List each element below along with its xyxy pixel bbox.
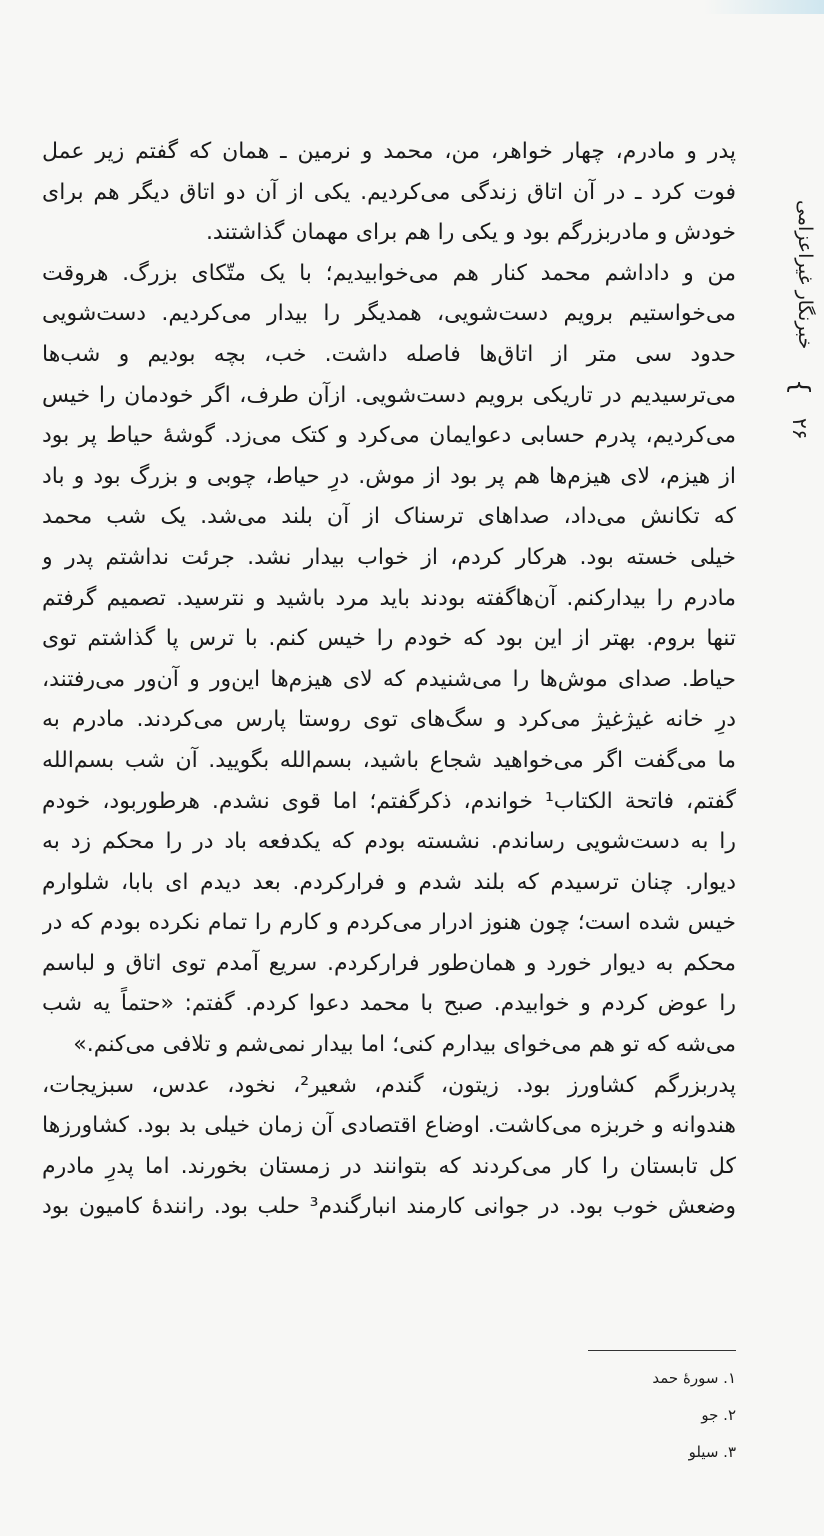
- text-line: فوت کرد ـ در آن اتاق زندگی می‌کردیم. یکی از آن دو اتاق دیگر هم برای: [42, 179, 736, 205]
- text-line: پدربزرگم کشاورز بود. زیتون، گندم، شعیر²، نخود، عدس، سبزیجات،: [42, 1072, 736, 1098]
- page-number: ۲۶: [788, 418, 812, 440]
- text-line: می‌خواستیم برویم دست‌شویی، همدیگر را بیدار می‌کردیم. دست‌شویی: [42, 301, 736, 327]
- text-line: گفتم، فاتحة الکتاب¹ خواندم، ذکرگفتم؛ اما قوی نشدم. هرطوربود، خودم: [42, 788, 736, 814]
- footnote-2: ۲. جو: [701, 1406, 736, 1424]
- text-line: از هیزم، لای هیزم‌ها هم پر بود از موش. درِ حیاط، چوبی و بزرگ بود و باد: [42, 463, 736, 489]
- text-line: خیس شده است؛ چون هنوز ادرار می‌کردم و کارم را تمام نکرده بودم که در: [42, 910, 736, 936]
- footnote-1: ۱. سورهٔ حمد: [652, 1369, 736, 1387]
- text-line: تنها بروم. بهتر از این بود که خودم را خیس کنم. با ترس پا گذاشتم توی: [42, 626, 736, 652]
- text-line: می‌ترسیدیم در تاریکی برویم دست‌شویی. ازآن طرف، اگر خودمان را خیس: [42, 382, 736, 408]
- text-line: خودش و مادربزرگم بود و یکی را هم برای مهمان گذاشتند.: [205, 220, 736, 246]
- running-head: [776, 200, 816, 490]
- text-line: وضعش خوب بود. در جوانی کارمند انبارگندم³ حلب بود. رانندهٔ کامیون بود: [42, 1194, 736, 1220]
- text-line: دیوار. چنان ترسیدم که بلند شدم و فرارکردم. بعد دیدم ای بابا، شلوارم: [42, 869, 736, 895]
- text-line: مادرم را بیدارکنم. آن‌هاگفته بودند باید مرد باشید و نترسید. تصمیم گرفتم: [42, 585, 736, 611]
- text-line: حیاط. صدای موش‌ها را می‌شنیدم که لای هیزم‌ها این‌ور و آن‌ور می‌رفتند،: [42, 666, 736, 692]
- footnote-divider: [588, 1350, 736, 1351]
- text-line: درِ خانه غیژغیژ می‌کرد و سگ‌های توی روستا پارس می‌کردند. مادرم به: [42, 707, 736, 733]
- footnote-3: ۳. سیلو: [688, 1443, 736, 1461]
- text-line: هندوانه و خربزه می‌کاشت. اوضاع اقتصادی آن زمان خیلی بد بود. کشاورزها: [42, 1113, 736, 1139]
- text-line: می‌کردیم، پدرم حسابی دعوایمان می‌کرد و کتک می‌زد. گوشهٔ حیاط پر بود: [42, 423, 736, 449]
- text-line: پدر و مادرم، چهار خواهر، من، محمد و نرمین ـ همان که گفتم زیر عمل: [42, 139, 736, 164]
- text-line: من و داداشم محمد کنار هم می‌خوابیدیم؛ با یک متّکای بزرگ. هروقت: [42, 260, 736, 286]
- text-line: حدود سی متر از اتاق‌ها فاصله داشت. خب، بچه بودیم و شب‌ها: [42, 341, 736, 367]
- text-line: که تکانش می‌داد، صداهای ترسناک از آن بلند می‌شد. یک شب محمد: [42, 504, 736, 530]
- text-line: خیلی خسته بود. هرکار کردم، از خواب بیدار نشد. جرئت نداشتم پدر و: [42, 544, 736, 570]
- footnotes: [436, 1360, 736, 1471]
- brace-ornament: }: [784, 378, 815, 396]
- text-line: ما می‌گفت اگر می‌خواهید شجاع باشید، بسم‌الله بگویید. آن شب بسم‌الله: [42, 747, 736, 773]
- text-line: محکم به دیوار خورد و همان‌طور فرارکردم. سریع آمدم توی اتاق و لباسم: [42, 950, 736, 976]
- text-line: کل تابستان را کار می‌کردند که بتوانند در زمستان بخورند. اما پدرِ مادرم: [42, 1153, 736, 1179]
- text-line: را به دست‌شویی رساندم. نشسته بودم که یکدفعه باد در را محکم زد به: [42, 829, 736, 855]
- book-title: خبرنگار غیراعزامی: [794, 200, 816, 350]
- text-line: می‌شه که تو هم می‌خوای بیدارم کنی؛ اما بیدار نمی‌شم و تلافی می‌کنم.»: [73, 1032, 736, 1058]
- text-line: را عوض کردم و خوابیدم. صبح با محمد دعوا کردم. گفتم: «حتماً یه شب: [42, 991, 736, 1017]
- body-text: [42, 132, 736, 1228]
